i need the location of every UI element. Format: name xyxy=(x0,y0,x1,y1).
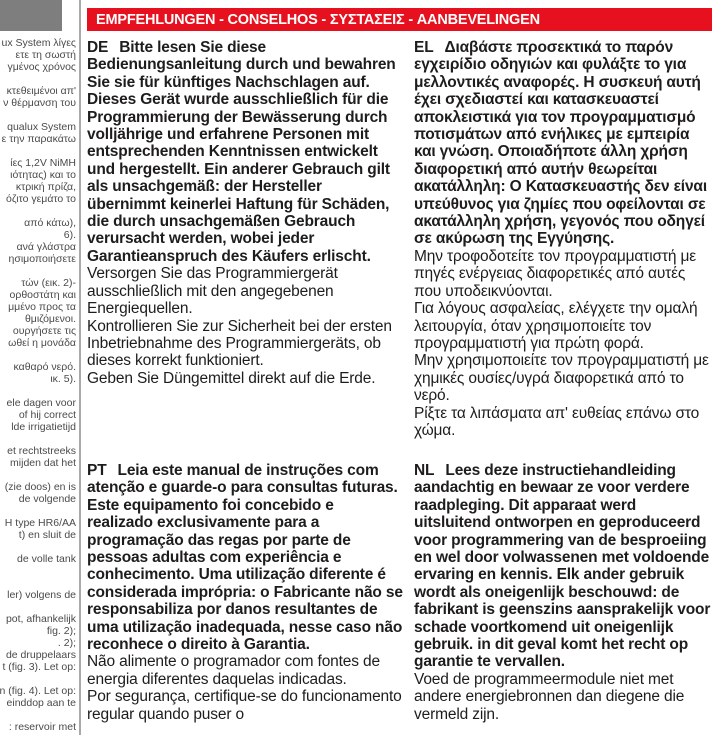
margin-text-line xyxy=(0,265,76,277)
corner-gray-block xyxy=(0,0,62,31)
german-intro xyxy=(87,39,403,265)
margin-text-line: θμιζόμενοι. xyxy=(24,313,76,325)
margin-text-line: ίες 1,2V NiMH xyxy=(10,157,76,169)
margin-text-line: τών (εικ. 2)- xyxy=(21,277,76,289)
margin-text-line: ele dagen voor xyxy=(6,397,76,409)
margin-text-line: ωθεί η μονάδα xyxy=(8,337,76,349)
margin-text-line: ε την παρακάτω xyxy=(1,133,76,145)
paragraph: Για λόγους ασφαλείας, ελέγχετε την ομαλή λειτουργία, όταν χρησιμοποιείτε τον προγραμματιστή για πρώτη φορά. xyxy=(414,300,698,352)
column-divider-rule xyxy=(79,0,81,735)
margin-text-line: et rechtstreeks xyxy=(7,445,76,457)
margin-text-line: qualux System xyxy=(7,121,76,133)
dutch-intro xyxy=(414,462,714,671)
margin-text-line: lde irrigatietijd xyxy=(11,421,76,433)
section-dutch xyxy=(414,462,714,723)
margin-text-line: mijden dat het xyxy=(10,457,76,469)
margin-text-line: de druppelaars xyxy=(5,649,76,661)
margin-text-line: όζιτο γεμάτο το xyxy=(5,193,76,205)
margin-text-line: einddop aan te xyxy=(6,697,76,709)
margin-text-line xyxy=(0,565,76,577)
margin-text-line: : reservoir met xyxy=(8,721,76,733)
language-code-nl: NL xyxy=(414,462,435,479)
paragraph: Μην χρησιμοποιείτε τον προγραμματιστή με χημικές ουσίες/υγρά διαφορετικά από το νερό. xyxy=(414,352,709,405)
margin-text-line xyxy=(0,433,76,445)
margin-text-line: μμένο προς τα xyxy=(8,301,76,313)
margin-text-line: καθαρό νερό. xyxy=(13,361,76,373)
paragraph: Voed de programmeermodule niet met andere energiebronnen dan diegene die vermeld zijn. xyxy=(414,670,685,723)
margin-text-line: 6). xyxy=(63,229,76,241)
section-portuguese xyxy=(87,462,403,723)
dutch-intro-text: Lees deze instructiehandleiding aandachtig en bewaar ze voor verdere raadpleging. Dit apparaat werd uitsluitend ontworpen en geproduceerd voor programmering van de besproeiing en wel door volwassenen met voldoende ervaring en kennis. Elk ander gebruik wordt als oneigenlijk beschouwd: de fabrikant is geenszins aansprakelijk voor schade voortkomend uit oneigenlijk gebruik. in dit geval komt het recht op garantie te vervallen. xyxy=(414,462,711,671)
greek-intro xyxy=(414,39,714,248)
language-code-el: EL xyxy=(414,39,434,56)
paragraph: Μην τροφοδοτείτε τον προγραμματιστή με πηγές ενέργειας διαφορετικές από αυτές που υποδεικνύονται. xyxy=(414,247,697,300)
language-code-de: DE xyxy=(87,39,109,56)
paragraph: Ρίξτε τα λιπάσματα απ' ευθείας επάνω στο χώμα. xyxy=(414,404,700,439)
margin-text-line: κτρική πρίζα, xyxy=(15,181,76,193)
margin-text-line: ler) volgens de xyxy=(7,589,76,601)
margin-text-line: ησιμοποιήσετε xyxy=(8,253,76,265)
margin-text-line xyxy=(0,109,76,121)
paragraph: Por segurança, certifique-se do funcionamento regular quando puser o xyxy=(87,688,402,723)
language-code-pt: PT xyxy=(87,462,107,479)
paragraph: Não alimente o programador com fontes de energia diferentes daquelas indicadas. xyxy=(87,653,380,688)
margin-text-line: ικ. 5). xyxy=(50,373,76,385)
margin-text-line xyxy=(0,505,76,517)
margin-text-line xyxy=(0,205,76,217)
margin-text-line xyxy=(0,469,76,481)
margin-text-line: από κάτω), xyxy=(24,217,76,229)
greek-intro-text: Διαβάστε προσεκτικά το παρόν εγχειρίδιο οδηγιών και φυλάξτε το για μελλοντικές αναφορές. Η συσκευή αυτή έχει σχεδιαστεί και κατασκευαστεί αποκλειστικά για τον προγραμματισμό ποτισμάτων από ενήλικες με εμπειρία και γνώση. Οποιαδήποτε άλλη χρήση διαφορετική από αυτήν θεωρείται ακατάλληλη: Ο Κατασκευαστής δεν είναι υπεύθυνος για ζημίες που οφείλονται σε ακατάλληλη χρήση, γεγονός που οδηγεί σε ακύρωση της Εγγύησης. xyxy=(414,39,707,248)
margin-text-line xyxy=(0,73,76,85)
recommendations-banner xyxy=(87,8,712,31)
margin-text-line: de volgende xyxy=(18,493,76,505)
margin-text-line: ανά γλάστρα xyxy=(16,241,76,253)
margin-text-line: of hij correct xyxy=(18,409,76,421)
margin-text-line: ορθοστάτη και xyxy=(9,289,76,301)
margin-text-line xyxy=(0,145,76,157)
margin-text-line xyxy=(0,709,76,721)
margin-text-line: κτεθειμένοι απ' xyxy=(6,85,76,97)
paragraph: Kontrollieren Sie zur Sicherheit bei der ersten Inbetriebnahme des Programmiergeräts, ob dieses korrekt funktioniert. xyxy=(87,317,392,370)
paragraph: Versorgen Sie das Programmiergerät ausschließlich mit den angegebenen Energiequellen. xyxy=(87,265,338,318)
german-intro-text: Bitte lesen Sie diese Bedienungsanleitung durch und bewahren Sie sie für künftiges Nachschlagen auf. Dieses Gerät wurde ausschließlich für die Programmierung der Bewässerung durch volljährige und erfahrene Personen mit entsprechenden Kenntnissen entwickelt und hergestellt. Ein anderer Gebrauch gilt als unsachgemäß: der Hersteller übernimmt keinerlei Haftung für Schäden, die durch unsachgemäßen Gebrauch verursacht werden, wobei jeder Garantieanspruch des Käufers erlischt. xyxy=(87,39,396,265)
margin-text-line xyxy=(0,541,76,553)
portuguese-intro xyxy=(87,462,403,653)
margin-text-line xyxy=(0,349,76,361)
margin-text-line xyxy=(0,601,76,613)
margin-text-line: pot, afhankelijk xyxy=(5,613,76,625)
margin-text-line: t) en sluit de xyxy=(18,529,76,541)
margin-text-line: . 2); xyxy=(57,637,76,649)
paragraph: Geben Sie Düngemittel direkt auf die Erde. xyxy=(87,369,376,387)
margin-text-line: (zie doos) en is xyxy=(4,481,76,493)
portuguese-paragraphs xyxy=(87,653,403,723)
margin-text-line xyxy=(0,385,76,397)
section-german xyxy=(87,39,403,387)
german-paragraphs xyxy=(87,265,403,387)
dutch-paragraphs xyxy=(414,671,714,723)
margin-text-line: de volle tank xyxy=(17,553,76,565)
margin-text-line: fig. 2); xyxy=(46,625,76,637)
margin-text-line: ετε τη σωστή xyxy=(15,49,76,61)
margin-text-line: ιότητας) και το xyxy=(10,169,76,181)
margin-text-line: n (fig. 4). Let op: xyxy=(0,685,76,697)
margin-text-line: ux System λίγες xyxy=(1,37,76,49)
margin-text-line: t (fig. 3). Let op: xyxy=(2,661,76,673)
portuguese-intro-text: Leia este manual de instruções com atenção e guarde-o para consultas futuras. Este equipamento foi concebido e realizado exclusivamente para a programação das regas por parte de pessoas adultas com experiência e conhecimento. Uma utilização diferente é considerada imprópria: o Fabricante não se responsabiliza por danos resultantes de uma utilização inadequada, nesse caso não reconhece o direito à Garantia. xyxy=(87,462,403,654)
margin-text-line xyxy=(0,577,76,589)
margin-text-line: ουργήσετε τις xyxy=(12,325,76,337)
margin-text-line: ν θέρμανση του xyxy=(3,97,76,109)
margin-text-line: γμένος χρόνος xyxy=(7,61,76,73)
margin-text-line xyxy=(0,673,76,685)
section-greek xyxy=(414,39,714,439)
margin-text-line: H type HR6/AA xyxy=(4,517,76,529)
banner-title: EMPFEHLUNGEN - CONSELHOS - ΣΥΣΤΑΣΕΙΣ - AANBEVELINGEN xyxy=(96,11,540,28)
greek-paragraphs xyxy=(414,248,714,439)
left-margin-column xyxy=(0,37,76,733)
